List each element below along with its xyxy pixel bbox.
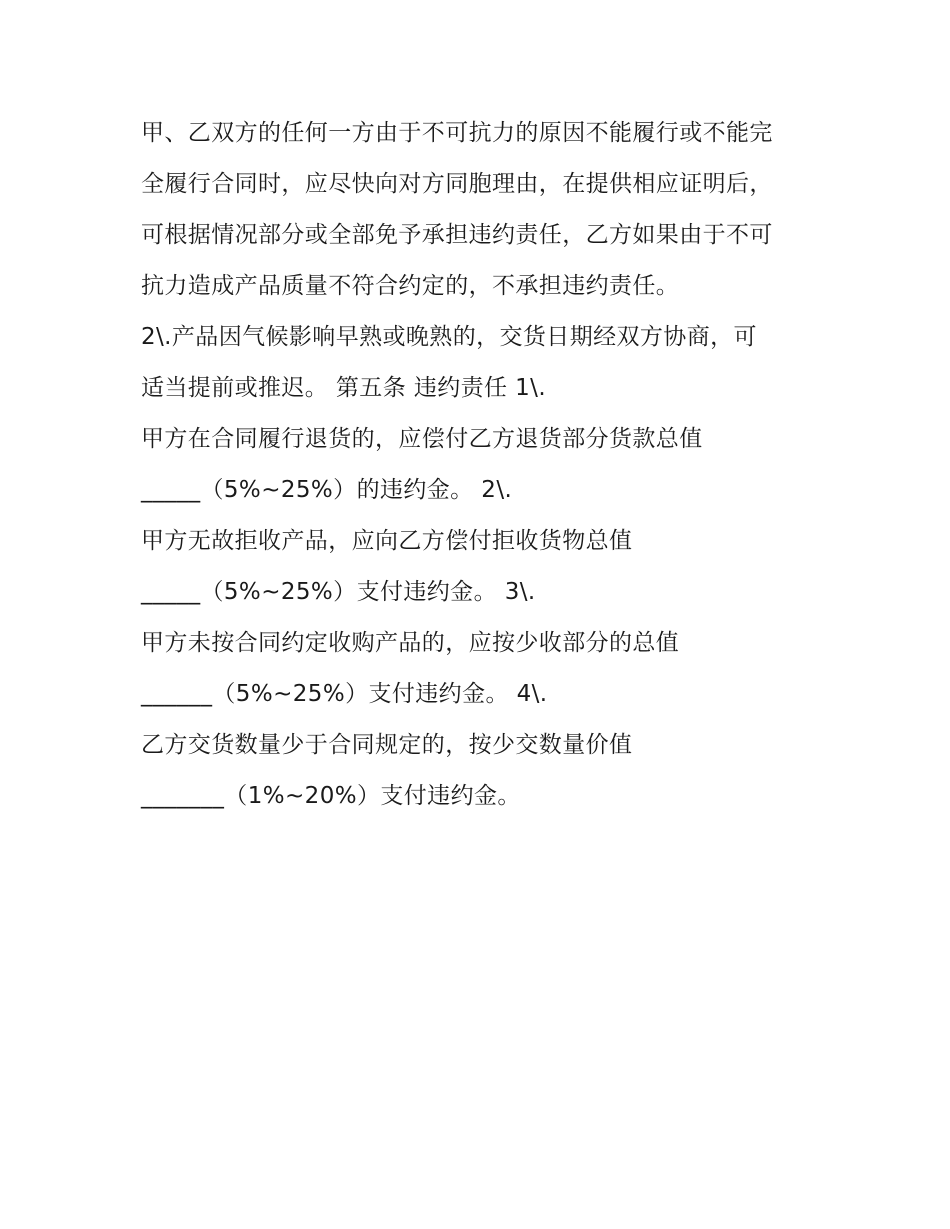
text-line: 甲、乙双方的任何一方由于不可抗力的原因不能履行或不能完 <box>141 120 773 146</box>
text-line: 全履行合同时，应尽快向对方同胞理由，在提供相应证明后， <box>141 171 773 197</box>
text-line: _____（5%~25%）的违约金。 2\. <box>141 477 513 503</box>
text-line: 甲方无故拒收产品，应向乙方偿付拒收货物总值 <box>141 528 633 554</box>
text-line: 甲方在合同履行退货的，应偿付乙方退货部分货款总值 <box>141 426 703 452</box>
text-line: 抗力造成产品质量不符合约定的，不承担违约责任。 <box>141 273 680 299</box>
text-line: ______（5%~25%）支付违约金。 4\. <box>141 681 548 707</box>
text-line: _______（1%~20%）支付违约金。 <box>141 783 521 809</box>
text-line: 乙方交货数量少于合同规定的，按少交数量价值 <box>141 732 633 758</box>
text-line: 甲方未按合同约定收购产品的，应按少收部分的总值 <box>141 630 680 656</box>
text-line: 可根据情况部分或全部免予承担违约责任，乙方如果由于不可 <box>141 222 773 248</box>
text-line: _____（5%~25%）支付违约金。 3\. <box>141 579 536 605</box>
text-line: 2\.产品因气候影响早熟或晚熟的，交货日期经双方协商，可 <box>141 324 757 350</box>
text-line: 适当提前或推迟。 第五条 违约责任 1\. <box>141 375 547 401</box>
document-body <box>141 108 831 822</box>
